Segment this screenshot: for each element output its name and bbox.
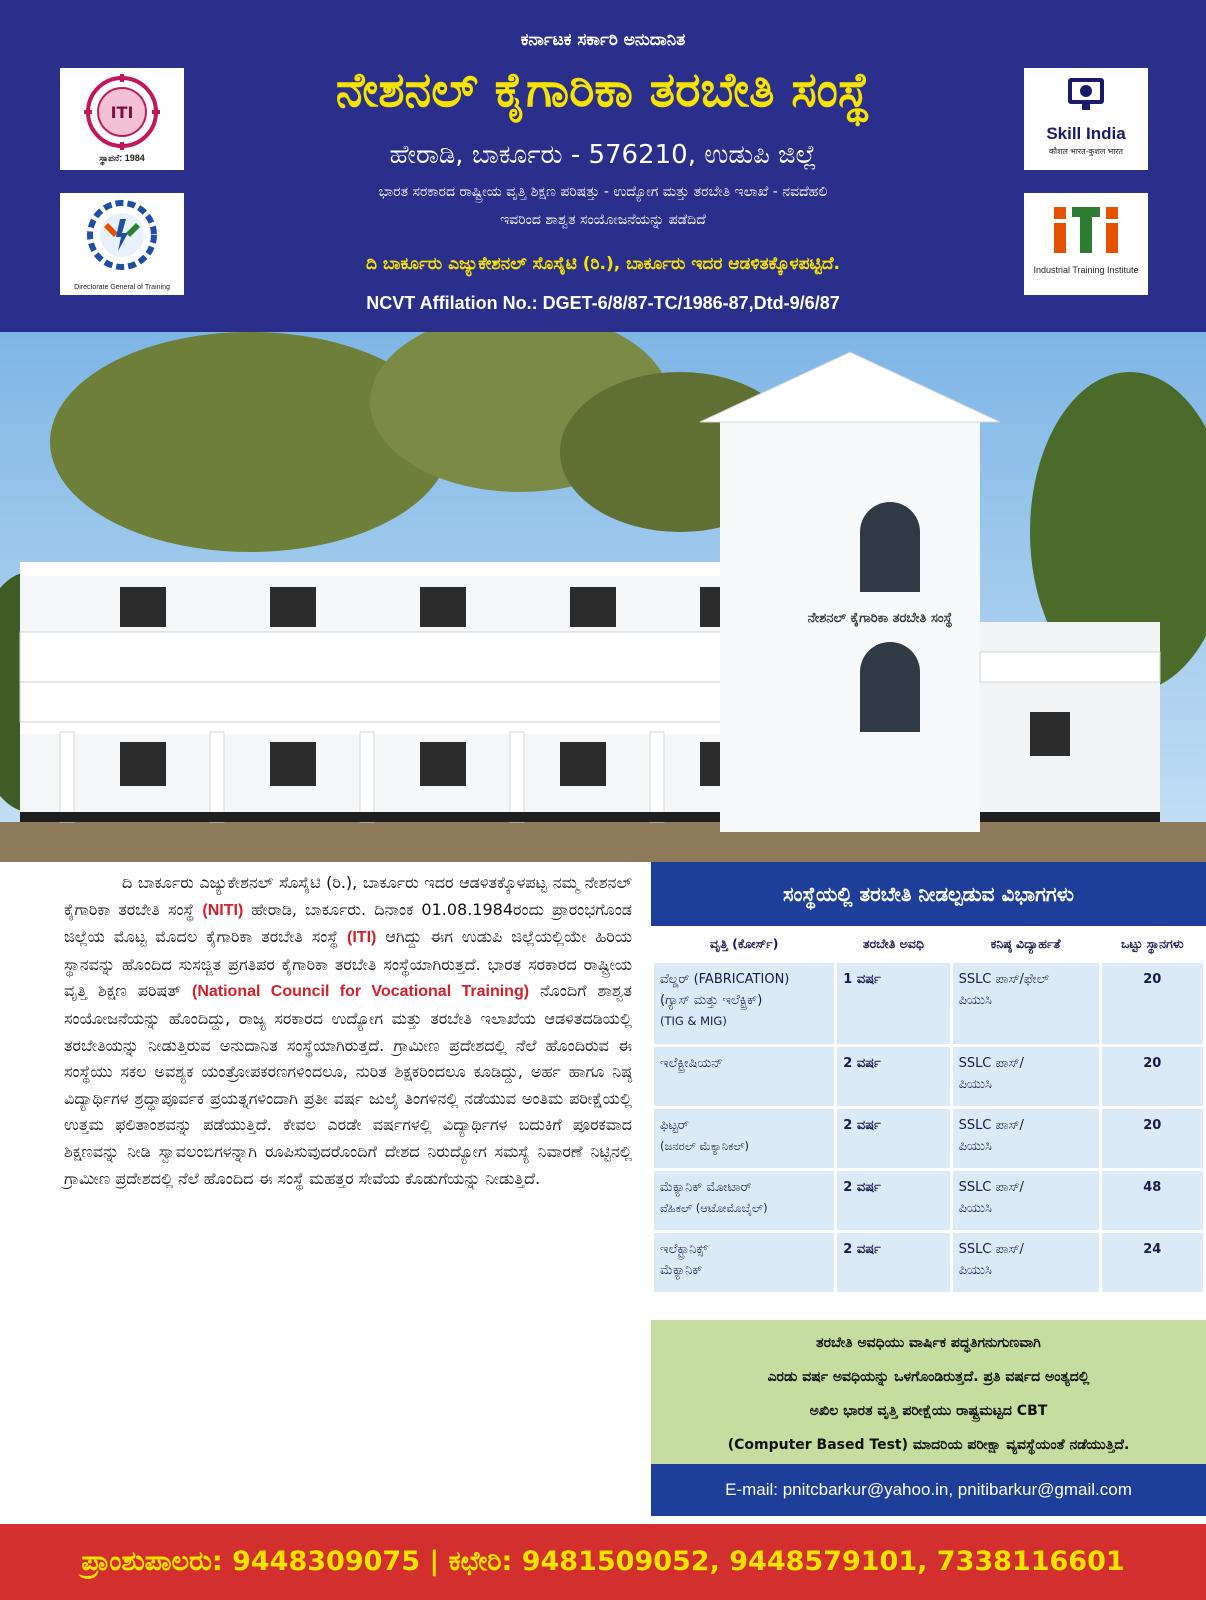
society-line: ದಿ ಬಾರ್ಕೂರು ಎಜ್ಯುಕೇಶನಲ್ ಸೊಸೈಟಿ (ರಿ.), ಬಾರ್ಕೂರು ಇದರ ಆಡಳಿತಕ್ಕೊಳಪಟ್ಟಿದೆ. <box>365 254 840 274</box>
course-eligibility <box>951 1169 1100 1231</box>
course-seats: 48 <box>1100 1169 1204 1231</box>
course-name-line: ಮೆಕ್ಯಾನಿಕ್ <box>660 1262 703 1278</box>
header-banner <box>0 0 1206 332</box>
course-name-line: ಫಿಟ್ಟರ್ <box>660 1117 689 1133</box>
course-eligibility <box>951 1107 1100 1169</box>
course-seats: 20 <box>1100 961 1204 1045</box>
course-name-line: ಇಲೆಕ್ಟ್ರೀಷಿಯನ್ <box>660 1055 723 1071</box>
course-eligibility <box>951 1231 1100 1293</box>
description-part-2: ಹೇರಾಡಿ, ಬಾರ್ಕೂರು. ದಿನಾಂಕ 01.08.1984ರಂದು ಪ್ರಾರಂಭಗೊಂಡ ಜಿಲ್ಲೆಯ ಮೊಟ್ಟ ಮೊದಲ ಕೈಗಾರಿಕಾ ತರಬೇತಿ ಸಂಸ್ಥೆ <box>64 899 632 947</box>
table-row <box>653 1169 1205 1231</box>
course-duration: 2 ವರ್ಷ <box>836 1231 951 1293</box>
eligibility-line: SSLC ಪಾಸ್/ <box>958 1117 1024 1133</box>
institute-description <box>64 870 632 1192</box>
course-name-line: ಇಲೆಕ್ಟ್ರಾನಿಕ್ಸ್ <box>660 1241 708 1257</box>
iti-logo <box>1024 193 1148 295</box>
course-duration: 2 ವರ್ಷ <box>836 1107 951 1169</box>
course-name <box>653 1169 836 1231</box>
course-name <box>653 1107 836 1169</box>
ncvt-affiliation: NCVT Affilation No.: DGET-6/8/87-TC/1986-87,Dtd-9/6/87 <box>366 293 840 313</box>
table-row <box>653 1231 1205 1293</box>
tools-gear-icon <box>60 193 184 295</box>
course-name-line: ಮೆಕ್ಯಾನಿಕ್ ಮೋಟಾರ್ <box>660 1179 752 1195</box>
ncvt-highlight: (National Council for Vocational Training) <box>191 983 530 1001</box>
eligibility-line: SSLC ಪಾಸ್/ <box>958 1055 1024 1071</box>
niti-highlight: (NITI) <box>202 901 244 919</box>
course-seats: 24 <box>1100 1231 1204 1293</box>
table-row <box>653 961 1205 1045</box>
course-name-line: ವೆಹಿಕಲ್ (ಆಟೋಮೊಬೈಲ್) <box>660 1200 768 1215</box>
table-row <box>653 1107 1205 1169</box>
eligibility-line: ಪಿಯುಸಿ <box>958 1262 992 1278</box>
footer-contacts: ಪ್ರಾಂಶುಪಾಲರು: 9448309075 | ಕಛೇರಿ: 9481509052, 9448579101, 7338116601 <box>0 1524 1206 1600</box>
description-part-3: ಆಗಿದ್ದು ಈಗ ಉಡುಪಿ ಜಿಲ್ಲೆಯಲ್ಲಿಯೇ ಹಿರಿಯ ಸ್ಥಾನವನ್ನು ಹೊಂದಿದ ಸುಸಜ್ಜಿತ ಪ್ರಗತಿಪರ ಕೈಗಾರಿಕಾ ತರಬೇತಿ ಸಂಸ್ಥೆಯಾಗಿರುತ್ತದೆ. ಭಾರತ ಸರಕಾರದ ರಾಷ್ಟ್ರೀಯ ವೃತ್ತಿ ಶಿಕ್ಷಣ ಪರಿಷತ್ <box>64 927 632 1001</box>
email-contact: E-mail: pnitcbarkur@yahoo.in, pnitibarkur@gmail.com <box>651 1464 1206 1516</box>
eligibility-line: SSLC ಪಾಸ್/ <box>958 1179 1024 1195</box>
course-duration: 1 ವರ್ಷ <box>836 961 951 1045</box>
established-caption: ಸ್ಥಾಪನೆ: 1984 <box>99 153 145 163</box>
exam-note <box>651 1320 1206 1464</box>
header-duration: ತರಬೇತಿ ಅವಧಿ <box>836 927 951 961</box>
courses-table-title: ಸಂಸ್ಥೆಯಲ್ಲಿ ತರಬೇತಿ ನೀಡಲ್ಪಡುವ ವಿಭಾಗಗಳು <box>651 862 1206 926</box>
dgt-logo <box>60 193 184 295</box>
header-course: ವೃತ್ತಿ (ಕೋರ್ಸ್) <box>653 927 836 961</box>
course-seats: 20 <box>1100 1107 1204 1169</box>
course-seats: 20 <box>1100 1045 1204 1107</box>
course-name-line: (TIG & MIG) <box>660 1013 727 1028</box>
iti-caption: Industrial Training Institute <box>1033 265 1139 275</box>
course-eligibility <box>951 961 1100 1045</box>
course-name <box>653 1045 836 1107</box>
exam-note-line: ತರಬೇತಿ ಅವಧಿಯು ವಾರ್ಷಿಕ ಪದ್ಧತಿಗನುಗುಣವಾಗಿ <box>816 1335 1041 1351</box>
courses-table <box>651 926 1206 1295</box>
course-name-line: (ಗ್ಯಾಸ್ ಮತ್ತು ಇಲೆಕ್ಟ್ರಿಕ್) <box>660 992 763 1008</box>
iti-mark-icon <box>1024 193 1148 295</box>
course-name <box>653 1231 836 1293</box>
building-sign-text: ನೇಶನಲ್ ಕೈಗಾರಿಕಾ ತರಬೇತಿ ಸಂಸ್ಥೆ <box>807 611 953 626</box>
exam-note-line: ಎರಡು ವರ್ಷ ಅವಧಿಯನ್ನು ಒಳಗೊಂಡಿರುತ್ತದೆ. ಪ್ರತಿ ವರ್ಷದ ಅಂತ್ಯದಲ್ಲಿ <box>767 1369 1090 1385</box>
institute-address: ಹೇರಾಡಿ, ಬಾರ್ಕೂರು - 576210, ಉಡುಪಿ ಜಿಲ್ಲೆ <box>389 140 817 170</box>
description-part-4: ನೊಂದಿಗೆ ಶಾಶ್ವತ ಸಂಯೋಜನೆಯನ್ನು ಹೊಂದಿದ್ದು, ರಾಜ್ಯ ಸರಕಾರದ ಉದ್ಯೋಗ ಮತ್ತು ತರಬೇತಿ ಇಲಾಖೆಯ ಆಡಳಿತದಡಿಯಲ್ಲಿ ತರಬೇತಿಯನ್ನು ನೀಡುತ್ತಿರುವ ಅನುದಾನಿತ ಸಂಸ್ಥೆಯಾಗಿರುತ್ತದೆ. ಗ್ರಾಮೀಣ ಪ್ರದೇಶದಲ್ಲಿ ನೆಲೆ ಹೊಂದಿರುವ ಈ ಸಂಸ್ಥೆಯು ಸಕಲ ಅವಶ್ಯಕ ಯಂತ್ರೋಪಕರಣಗಳಿಂದಲೂ, ನುರಿತ ಶಿಕ್ಷಕರಿಂದಲೂ ಕೂಡಿದ್ದು, ಅರ್ಹ ಹಾಗೂ ನಿಷ್ಠ ವಿದ್ಯಾರ್ಥಿಗಳ ಶ್ರದ್ಧಾಪೂರ್ವಕ ಪ್ರಯತ್ನಗಳಿಂದಾಗಿ ಪ್ರತೀ ವರ್ಷ ಜುಲೈ ತಿಂಗಳಿನಲ್ಲಿ ನಡೆಯುವ ಅಂತಿಮ ಪರೀಕ್ಷೆಯಲ್ಲಿ ಉತ್ತಮ ಫಲಿತಾಂಶವನ್ನು ಪಡೆಯುತ್ತಿದೆ. ಕೇವಲ ಎರಡೇ ವರ್ಷಗಳಲ್ಲಿ ವಿದ್ಯಾರ್ಥಿಗಳ ಬದುಕಿಗೆ ಪೂರಕವಾದ ಶಿಕ್ಷಣವನ್ನು ನೀಡಿ ಸ್ವಾವಲಂಬಿಗಳನ್ನಾಗಿ ರೂಪಿಸುವುದರೊಂದಿಗೆ ದೇಶದ ನಿರುದ್ಯೋಗ ಸಮಸ್ಯೆ ನಿವಾರಣೆ ನಿಟ್ಟಿನಲ್ಲಿ ಗ್ರಾಮೀಣ ಪ್ರದೇಶದಲ್ಲಿ ನೆಲೆ ಹೊಂದಿದ ಈ ಸಂಸ್ಥೆ ಮಹತ್ತರ ಸೇವೆಯ ಕೊಡುಗೆಯನ್ನು ನೀಡುತ್ತಿದೆ. <box>64 981 632 1188</box>
institute-building-photo <box>0 332 1206 862</box>
course-eligibility <box>951 1045 1100 1107</box>
skill-india-logo <box>1024 68 1148 170</box>
dgt-caption: Directorate General of Training <box>74 284 170 291</box>
eligibility-line: ಪಿಯುಸಿ <box>958 992 992 1008</box>
header-eligibility: ಕನಿಷ್ಠ ವಿದ್ಯಾರ್ಹತೆ <box>951 927 1100 961</box>
exam-note-line: (Computer Based Test) ಮಾದರಿಯ ಪರೀಕ್ಷಾ ವ್ಯವಸ್ಥೆಯಂತೆ ನಡೆಯುತ್ತಿದೆ. <box>727 1437 1130 1453</box>
eligibility-line: SSLC ಪಾಸ್/ಫೇಲ್ <box>958 971 1050 987</box>
svg-text:ITI: ITI <box>110 103 134 122</box>
iti-highlight: (ITI) <box>347 929 377 947</box>
eligibility-line: SSLC ಪಾಸ್/ <box>958 1241 1024 1257</box>
skill-india-caption: Skill India <box>1046 124 1126 143</box>
course-duration: 2 ವರ್ಷ <box>836 1045 951 1107</box>
skill-india-subcaption: कौशल भारत-कुशल भारत <box>1048 147 1124 156</box>
header-seats: ಒಟ್ಟು ಸ್ಥಾನಗಳು <box>1100 927 1204 961</box>
eligibility-line: ಪಿಯುಸಿ <box>958 1076 992 1092</box>
course-name <box>653 961 836 1045</box>
description-part-1: ದಿ ಬಾರ್ಕೂರು ಎಜ್ಯುಕೇಶನಲ್ ಸೊಸೈಟಿ (ರಿ.), ಬಾರ್ಕೂರು ಇದರ ಆಡಳಿತಕ್ಕೊಳಪಟ್ಟ ನಮ್ಮ ನೇಶನಲ್ ಕೈಗಾರಿಕಾ ತರಬೇತಿ ಸಂಸ್ಥೆ <box>64 873 632 919</box>
course-name-line: ವೆಲ್ಡರ್ (FABRICATION) <box>660 971 790 987</box>
affiliation-line-1: ಭಾರತ ಸರಕಾರದ ರಾಷ್ಟ್ರೀಯ ವೃತ್ತಿ ಶಿಕ್ಷಣ ಪರಿಷತ್ತು - ಉದ್ಯೋಗ ಮತ್ತು ತರಬೇತಿ ಇಲಾಖೆ - ನವದೆಹಲಿ <box>378 184 828 200</box>
table-row <box>653 1045 1205 1107</box>
header-top-line: ಕರ್ನಾಟಕ ಸರ್ಕಾರಿ ಅನುದಾನಿತ <box>520 30 686 50</box>
exam-note-line: ಅಖಿಲ ಭಾರತ ವೃತ್ತಿ ಪರೀಕ್ಷೆಯು ರಾಷ್ಟ್ರಮಟ್ಟದ CBT <box>809 1403 1048 1419</box>
course-duration: 2 ವರ್ಷ <box>836 1169 951 1231</box>
table-header-row <box>653 927 1205 961</box>
eligibility-line: ಪಿಯುಸಿ <box>958 1138 992 1154</box>
institute-logo <box>60 68 184 170</box>
affiliation-line-2: ಇವರಿಂದ ಶಾಶ್ವತ ಸಂಯೋಜನೆಯನ್ನು ಪಡೆದಿದೆ <box>500 212 706 228</box>
eligibility-line: ಪಿಯುಸಿ <box>958 1200 992 1216</box>
course-name-line: (ಜನರಲ್ ಮೆಕ್ಯಾನಿಕಲ್) <box>660 1138 749 1153</box>
institute-title: ನೇಶನಲ್ ಕೈಗಾರಿಕಾ ತರಬೇತಿ ಸಂಸ್ಥೆ <box>335 62 871 118</box>
